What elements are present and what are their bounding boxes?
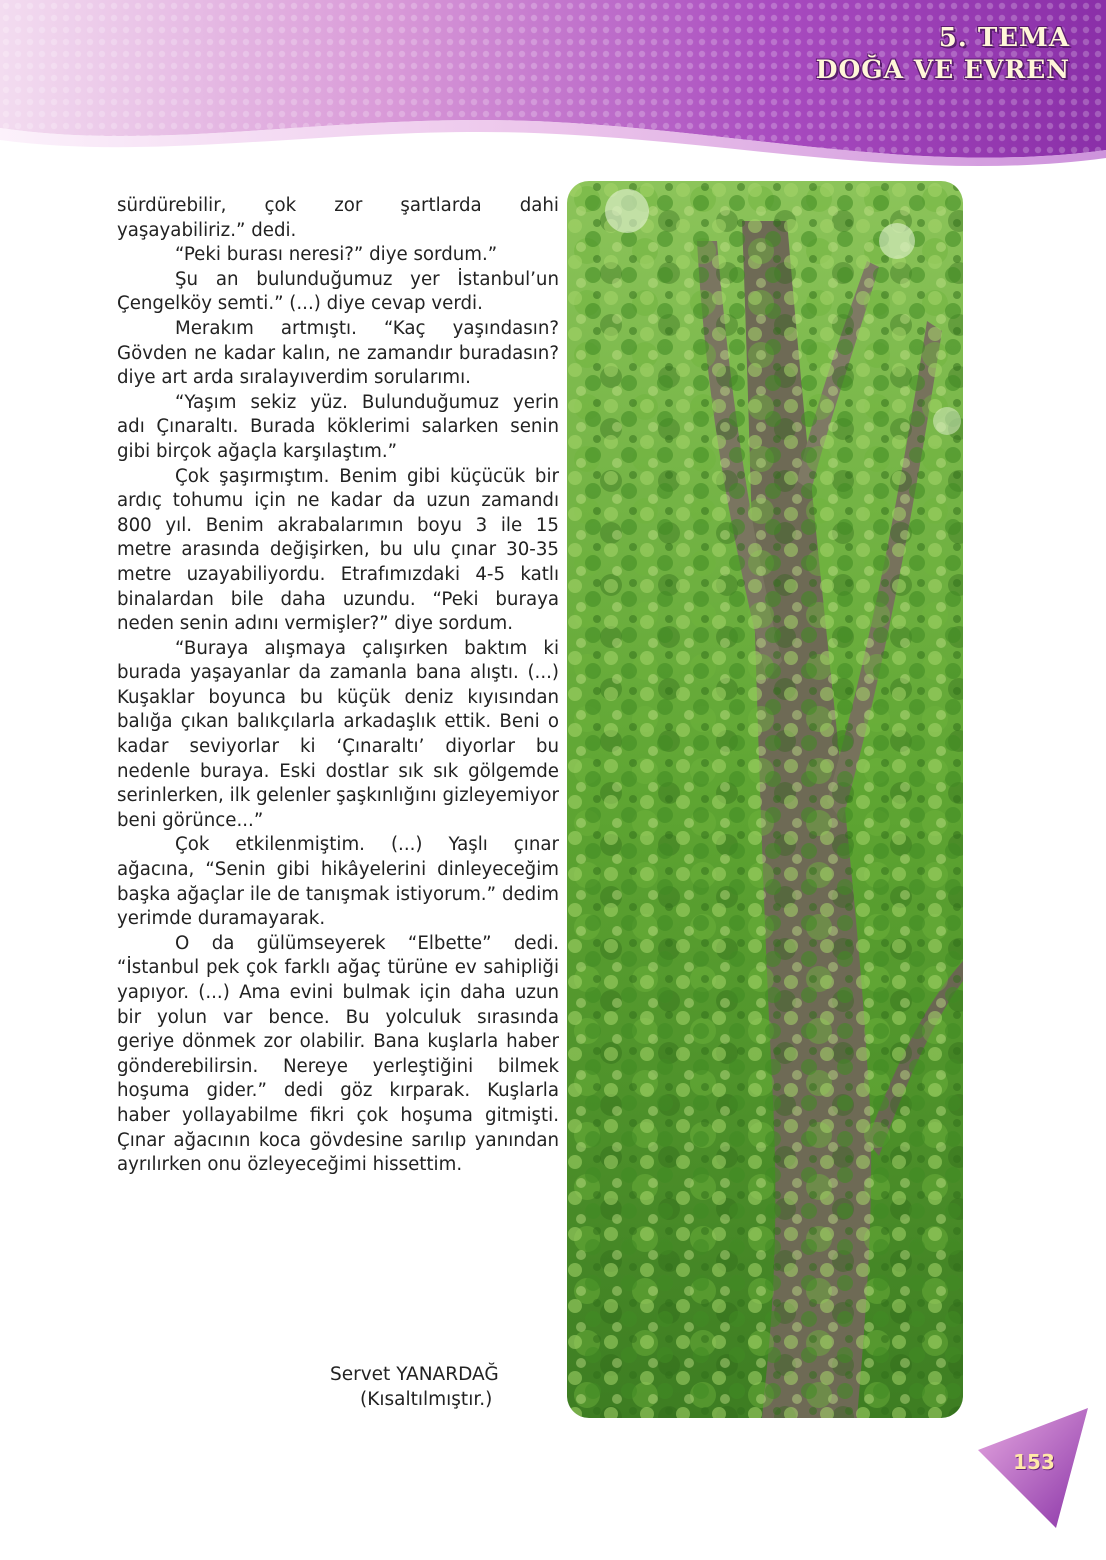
attribution xyxy=(330,1362,530,1412)
story-paragraph: Çok şaşırmıştım. Benim gibi küçücük bir ardıç tohumu için ne kadar da uzun zamandı 800 yıl. Benim akrabalarımın boyu 3 ile 15 metre arasında değişirken, bu ulu çınar 30-35 metre uzayabiliyordu. Etrafımızdaki 4-5 katlı binalardan bile daha uzundu. “Peki buraya neden senin adını vermişler?” diye sordum. xyxy=(117,465,559,635)
story-paragraph: sürdürebilir, çok zor şartlarda dahi yaşayabiliriz.” dedi. xyxy=(117,195,559,241)
unit-number: 5. TEMA xyxy=(938,23,1070,53)
tree-illustration xyxy=(567,181,963,1418)
story-paragraph: Şu an bulunduğumuz yer İstanbul’un Çengelköy semti.” (...) diye cevap verdi. xyxy=(117,268,559,315)
abridged-note: (Kısaltılmıştır.) xyxy=(360,1389,493,1410)
author-name: Servet YANARDAĞ xyxy=(330,1364,499,1385)
story-paragraph: “Buraya alışmaya çalışırken baktım ki burada yaşayanlar da zamanla bana alıştı. (...) Kuşaklar boyunca bu küçük deniz kıyısından balığa çıkan balıkçılarla arkadaşlık ettik. Beni o kadar seviyorlar ki ‘Çınaraltı’ diyorlar bu nedenle buraya. Eski dostlar sık sık gölgemde serinlerken, ilk gelenler şaşkınlığını gizleyemiyor beni görünce...” xyxy=(117,637,559,831)
story-paragraph: “Yaşım sekiz yüz. Bulunduğumuz yerin adı Çınaraltı. Burada köklerimi salarken senin gibi birçok ağaçla karşılaştım.” xyxy=(117,391,559,462)
unit-heading xyxy=(816,22,1070,86)
plane-tree-photo xyxy=(567,181,963,1418)
story-paragraph: Merakım artmıştı. “Kaç yaşındasın? Gövden ne kadar kalın, ne zamandır buradasın? diye art arda sıralayıverdim sorularımı. xyxy=(117,317,559,389)
story-text xyxy=(117,194,559,1178)
story-paragraph: “Peki burası neresi?” diye sordum.” xyxy=(175,244,498,266)
page-number: 153 xyxy=(1013,1450,1055,1474)
story-paragraph: O da gülümseyerek “Elbette” dedi. “İstanbul pek çok farklı ağaç türüne ev sahipliği yapıyor. (...) Ama evini bulmak için daha uzun bir yolun var bence. Bu yolculuk sırasında geriye dönmek zor olabilir. Bana kuşlarla haber gönderebilirsin. Nereye yerleştiğini bilmek hoşuma gider.” dedi göz kırparak. Kuşlarla haber yollayabilme fikri çok hoşuma gitmişti. Çınar ağacının koca gövdesine sarılıp yanından ayrılırken onu özleyeceğimi hissettim. xyxy=(117,932,559,1176)
unit-name: DOĞA VE EVREN xyxy=(815,55,1070,84)
story-paragraph: Çok etkilenmiştim. (...) Yaşlı çınar ağacına, “Senin gibi hikâyelerini dinleyeceğim başka ağaçlar ile de tanışmak istiyorum.” dedim yerimde duramayarak. xyxy=(117,834,559,930)
